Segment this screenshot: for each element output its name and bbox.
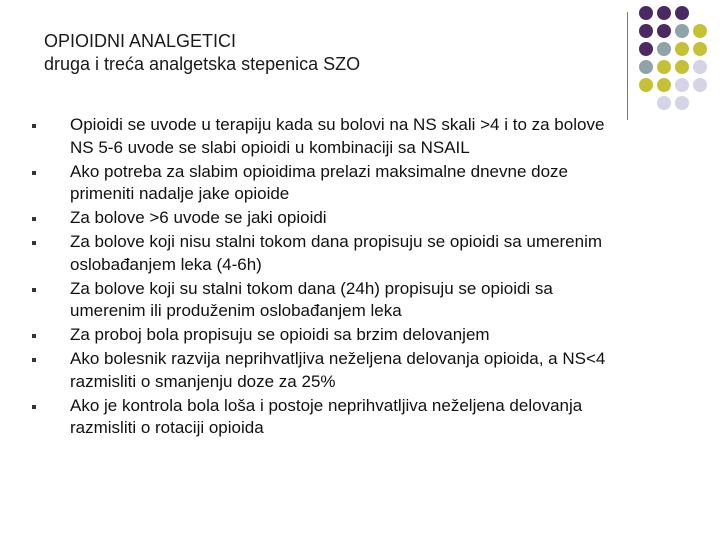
bullet-marker bbox=[32, 288, 36, 292]
bullet-text bbox=[70, 278, 700, 323]
decorative-dot bbox=[675, 60, 689, 74]
bullet-marker bbox=[32, 241, 36, 245]
decorative-dot bbox=[675, 42, 689, 56]
bullet-marker bbox=[32, 405, 36, 409]
decorative-dot bbox=[693, 78, 707, 92]
bullet-line: Ako je kontrola bola loša i postoje neprihvatljiva neželjena delovanja bbox=[70, 395, 583, 415]
decorative-dot bbox=[693, 24, 707, 38]
decorative-dot bbox=[657, 6, 671, 20]
decorative-dot bbox=[693, 60, 707, 74]
bullet-marker bbox=[32, 124, 36, 128]
bullet-text bbox=[70, 114, 700, 159]
title-line-1: OPIOIDNI ANALGETICI bbox=[44, 31, 237, 51]
bullet-line: umerenim ili produženim oslobađanjem leka bbox=[70, 301, 402, 320]
bullet-marker bbox=[32, 334, 36, 338]
decorative-dot bbox=[639, 42, 653, 56]
bullet-line: Za bolove koji su stalni tokom dana (24h) propisuju se opioidi sa bbox=[70, 278, 553, 298]
decorative-dot bbox=[675, 78, 689, 92]
decorative-dot bbox=[693, 42, 707, 56]
decorative-dot bbox=[657, 60, 671, 74]
bullet-line: NS 5-6 uvode se slabi opioidi u kombinaciji sa NSAIL bbox=[70, 137, 470, 157]
bullet-line: razmisliti o rotaciji opioida bbox=[70, 418, 264, 437]
bullet-marker bbox=[32, 217, 36, 221]
bullet-line: Ako potreba za slabim opioidima prelazi maksimalne dnevne doze bbox=[70, 161, 568, 181]
bullet-text bbox=[70, 395, 700, 440]
bullet-line: Za bolove koji nisu stalni tokom dana propisuju se opioidi sa umerenim bbox=[70, 232, 603, 251]
decorative-dot bbox=[675, 6, 689, 20]
title-line-2: druga i treća analgetska stepenica SZO bbox=[44, 54, 361, 74]
bullet-marker bbox=[32, 171, 36, 175]
bullet-line: razmisliti o smanjenju doze za 25% bbox=[70, 371, 336, 391]
decorative-dot bbox=[639, 60, 653, 74]
decorative-dot-grid bbox=[0, 0, 720, 130]
bullet-text bbox=[70, 207, 700, 230]
bullet-text bbox=[70, 161, 700, 206]
bullet-line: primeniti nadalje jake opioide bbox=[70, 184, 290, 203]
bullet-line: Za bolove >6 uvode se jaki opioidi bbox=[70, 208, 327, 227]
decorative-dot bbox=[657, 24, 671, 38]
decorative-dot bbox=[657, 42, 671, 56]
bullet-marker bbox=[32, 358, 36, 362]
decorative-dot bbox=[657, 96, 671, 110]
decorative-dot bbox=[639, 78, 653, 92]
bullet-text bbox=[70, 348, 700, 393]
bullet-line: Ako bolesnik razvija neprihvatljiva neželjena delovanja opioida, a NS<4 bbox=[70, 349, 606, 368]
decorative-dot bbox=[639, 6, 653, 20]
bullet-line: Za proboj bola propisuju se opioidi sa brzim delovanjem bbox=[70, 325, 490, 344]
bullet-line: oslobađanjem leka (4-6h) bbox=[70, 254, 262, 274]
decorative-dot bbox=[675, 96, 689, 110]
bullet-text bbox=[70, 231, 700, 276]
decorative-dot bbox=[675, 24, 689, 38]
decorative-dot bbox=[639, 24, 653, 38]
bullet-line: Opioidi se uvode u terapiju kada su bolovi na NS skali >4 i to za bolove bbox=[70, 115, 605, 134]
decorative-dot bbox=[657, 78, 671, 92]
bullet-text bbox=[70, 324, 700, 347]
